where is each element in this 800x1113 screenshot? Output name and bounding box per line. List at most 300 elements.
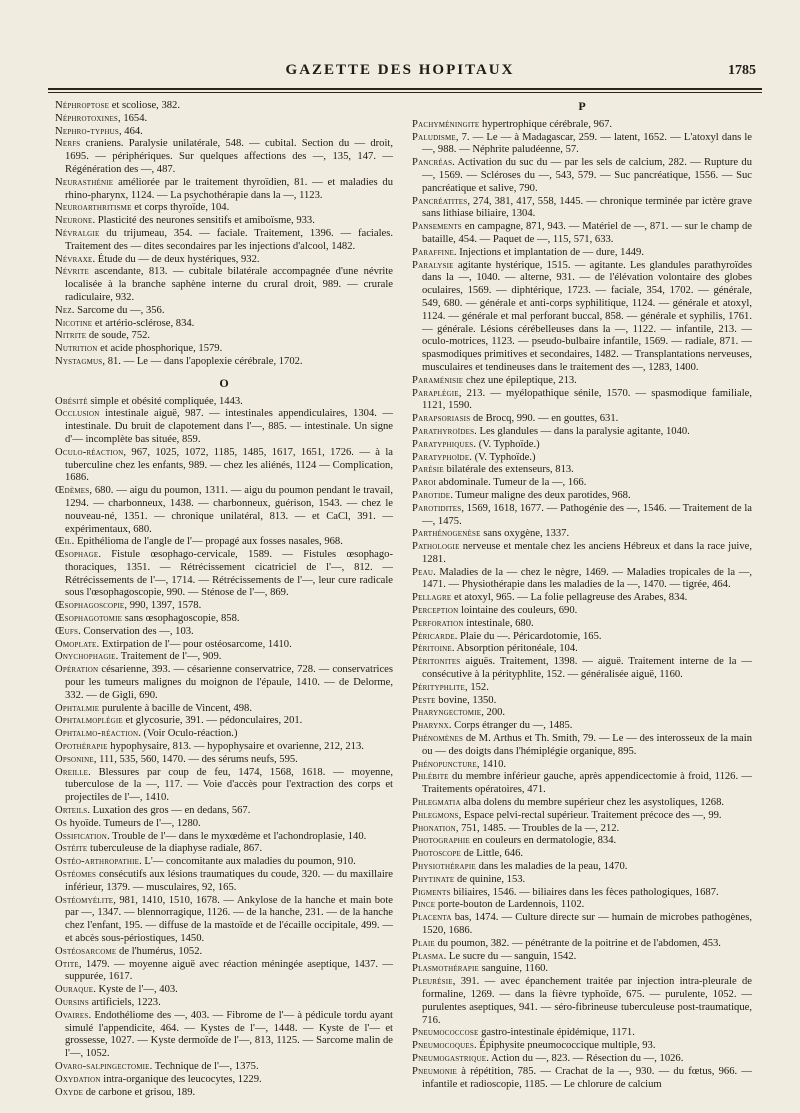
entry-heading: Néphrotoxines (55, 112, 119, 124)
entry-text: . Epithélioma de l'angle de l'— propagé aux fosses nasales, 968. (71, 536, 343, 548)
entry-text: , 680. — aigu du poumon, 1311. — aigu du poumon pendant le travail, 1294. — charbonneux, 1438. — charbonneux, guérison, 1543. — chez le nouveau-né, 1351. — chronique unilatéral, 813. — et CaCl, 391. — expérimentaux, 680. (65, 485, 393, 535)
index-entry (55, 1061, 393, 1074)
entry-text: , 391. — avec épanchement traitée par injection intra-pleurale de formaline, 1269. — dans la fièvre typhoïde, 675. — purulente, 1052. — purulentes aseptiques, 941. — séro-fibrineuse tuberculeuse post-traumatique, 716. (422, 976, 752, 1026)
entry-text: aiguës. Traitement, 1398. — aiguë. Traitement interne de la — consécutive à la pérityphlite, 152. — généralisée aiguë, 1160. (422, 656, 752, 681)
entry-heading: Pleurésie (412, 976, 453, 988)
index-entry (55, 330, 393, 343)
entry-text: améliorée par le traitement thyroïdien, 81. — et maladies du rhino-pharynx, 1124. — La psychothérapie dans la —, 1123. (65, 176, 393, 201)
n-entries (55, 100, 393, 369)
entry-text: bovine, 1350. (435, 694, 497, 706)
index-entry (55, 869, 393, 895)
index-entry (412, 695, 752, 708)
entry-text: porte-bouton de Lardennois, 1102. (435, 899, 585, 911)
index-entry (412, 541, 752, 567)
entry-heading: Parthénogenèse (412, 528, 481, 540)
index-entry (55, 549, 393, 600)
index-entry (55, 639, 393, 652)
index-entry (412, 439, 752, 452)
index-entry (412, 861, 752, 874)
entry-heading: Oursins (55, 996, 89, 1008)
index-entry (55, 1010, 393, 1061)
entry-text: nerveuse et mentale chez les anciens Hébreux et dans la race juive, 1281. (422, 541, 752, 565)
index-entry (412, 477, 752, 490)
index-entry (55, 113, 393, 126)
entry-heading: Paludisme (412, 131, 456, 143)
entry-heading: Obésité (55, 395, 88, 407)
page-number: 1785 (728, 63, 756, 78)
entry-text: , 152. (465, 681, 489, 693)
index-entry (55, 818, 393, 831)
index-entry (55, 318, 393, 331)
entry-heading: Nystagmus (55, 355, 103, 367)
entry-text: hypophysaire, 813. — hypophysaire et ovarienne, 212, 213. (107, 741, 364, 753)
entry-heading: Pancréas (412, 157, 453, 169)
index-entry (412, 528, 752, 541)
entry-heading: Pachyméningite (412, 118, 480, 130)
entry-text: purulente à bacille de Vincent, 498. (99, 702, 253, 714)
entry-text: sanguine, 1160. (479, 963, 549, 975)
entry-heading: Paraplégie (412, 387, 459, 399)
index-entry (412, 976, 752, 1027)
o-entries (55, 396, 393, 1100)
entry-heading: Péritoine (412, 643, 452, 655)
entry-text: . Luxation des gros — en dedans, 567. (87, 805, 251, 817)
entry-heading: Pathologie (412, 541, 460, 553)
index-entry (412, 567, 752, 593)
index-entry (55, 895, 393, 946)
entry-text: gastro-intestinale épidémique, 1171. (478, 1027, 635, 1039)
index-entry (55, 1087, 393, 1100)
index-entry (55, 396, 393, 409)
entry-heading: Parésie (412, 464, 444, 476)
index-entry (55, 767, 393, 805)
index-entry (412, 823, 752, 836)
entry-text: intra-organique des leucocytes, 1229. (100, 1073, 262, 1085)
index-entry (412, 464, 752, 477)
page-header (40, 62, 760, 90)
index-entry (412, 835, 752, 848)
entry-text: . Étude du — de deux hystériques, 932. (92, 253, 260, 265)
entry-text: à répétition, 785. — Crachat de la —, 930. — du fœtus, 966. — infantile et radioscopie, 1185. — Le chlorure de calcium (422, 1065, 752, 1090)
index-entry (412, 643, 752, 656)
header-rule-thick (48, 88, 762, 90)
entry-heading: Ostéomyélite (55, 894, 114, 906)
entry-heading: Paraménisie (412, 374, 464, 386)
entry-heading: Pérityphlite (412, 681, 466, 693)
index-entry (412, 656, 752, 682)
entry-text: sans œsophagoscopie, 858. (122, 613, 240, 625)
index-entry (412, 247, 752, 260)
entry-heading: Plasmothérapie (412, 963, 480, 975)
index-entry (55, 100, 393, 113)
entry-heading: Paralysie (412, 259, 454, 271)
left-column (55, 100, 393, 1099)
index-entry (412, 759, 752, 772)
entry-heading: Paraffine (412, 246, 454, 258)
index-entry (55, 408, 393, 446)
entry-text: césarienne, 393. — césarienne conservatrice, 728. — conservatrices pour les tumeurs malignes du moignon de l'épaule, 1410. — de Delorme, 332. — de Gigli, 690. (65, 664, 393, 701)
entry-heading: Névrite (55, 266, 89, 278)
entry-text: . Injections et implantation de — dure, 1449. (453, 246, 644, 258)
entry-heading: Neurasthénie (55, 176, 114, 188)
entry-text: . (V. Typhoïde.) (469, 451, 536, 463)
index-entry (55, 536, 393, 549)
index-entry (412, 631, 752, 644)
index-entry (55, 664, 393, 702)
entry-heading: Névraxe (55, 253, 93, 265)
entry-text: et corps thyroïde, 104. (131, 202, 230, 214)
entry-heading: Parotidites (412, 502, 462, 514)
index-entry (412, 951, 752, 964)
entry-heading: Opothérapie (55, 741, 108, 753)
index-entry (412, 490, 752, 503)
entry-text: , 200. (481, 707, 506, 719)
index-entry (412, 938, 752, 951)
index-entry (55, 266, 393, 304)
entry-text: hyoïde. Tumeurs de l'—, 1280. (66, 817, 201, 829)
entry-heading: Néphroptose (55, 100, 110, 111)
entry-heading: Œsophagoscopie (55, 600, 125, 612)
entry-text: de l'humérus, 1052. (116, 945, 203, 957)
index-entry (412, 375, 752, 388)
entry-heading: Phlegmons (412, 809, 459, 821)
index-entry (55, 843, 393, 856)
entry-heading: Nutrition (55, 343, 98, 355)
entry-text: . L'— concomitante aux maladies du poumon, 910. (139, 856, 356, 868)
index-entry (55, 613, 393, 626)
entry-text: . Épiphysite pneumococcique multiple, 93. (473, 1040, 656, 1052)
entry-text: en couleurs en dermatologie, 834. (469, 835, 617, 847)
entry-heading: Ostéite (55, 843, 88, 855)
entry-heading: Paroi (412, 477, 437, 489)
entry-heading: Onychophagie (55, 651, 116, 663)
entry-heading: Oxydation (55, 1073, 101, 1085)
entry-text: , 1654. (118, 112, 148, 124)
entry-heading: Nitrite (55, 330, 87, 342)
entry-text: . Endothéliome des —, 403. — Fibrome de l'— à pédicule tordu ayant simulé l'appendicite, 464. — Kystes de l'—, 1448. — Kyste de l'— et grossesse, 1027. — Kyste dermoïde de l'—, 813, 1125. — Sarcome malin de l'—, 1052. (65, 1009, 393, 1060)
entry-text: de M. Arthus et Th. Smith, 79. — Le — des interosseux de la main ou — des doigts dans l'hémiplégie organique, 895. (422, 733, 752, 757)
entry-heading: Orteils (55, 805, 88, 817)
entry-heading: Phlébite (412, 771, 449, 783)
entry-heading: Nephro-typhus (55, 125, 119, 137)
index-entry (412, 1040, 752, 1053)
entry-heading: Œdèmes (55, 485, 90, 497)
index-entry (55, 703, 393, 716)
entry-text: de Little, 646. (461, 848, 524, 860)
index-entry (412, 887, 752, 900)
entry-text: intestinale, 680. (463, 617, 534, 629)
index-entry (55, 651, 393, 664)
index-entry (55, 946, 393, 959)
entry-heading: Parotide (412, 489, 451, 501)
entry-heading: Pellagre (412, 592, 452, 604)
index-entry (55, 856, 393, 869)
entry-text: , 1479. — moyenne aiguë avec réaction méningée aseptique, 1437. — suppurée, 1617. (65, 958, 393, 983)
index-entry (55, 728, 393, 741)
entry-heading: Neuroarthritisme (55, 202, 132, 214)
entry-text: de carbone et grisou, 189. (83, 1086, 196, 1098)
entry-heading: Phonation (412, 822, 456, 834)
entry-text: intestinale aiguë, 987. — intestinales appendiculaires, 1304. — intestinale. Du bruit de clapotement dans l'—, 885. — intestinale. Un signe d'— incomplète bas située, 859. (65, 408, 393, 445)
entry-text: , 274, 381, 417, 558, 1445. — chronique terminée par ictère grave sans lithiase biliaire, 1304. (422, 195, 752, 220)
index-entry (412, 618, 752, 631)
index-entry (412, 605, 752, 618)
entry-heading: Occlusion (55, 408, 100, 420)
right-column (412, 100, 752, 1091)
index-entry (412, 720, 752, 733)
index-entry (55, 254, 393, 267)
entry-text: . Traitement de l'—, 909. (115, 651, 222, 663)
entry-text: ascendante, 813. — cubitale bilatérale accompagnée d'une névrite localisée à la branche saphène interne du crural droit, 989. — crurale radiculaire, 932. (65, 266, 393, 303)
entry-heading: Péritonites (412, 656, 461, 668)
entry-heading: Photoscope (412, 848, 461, 860)
entry-heading: Ovaires (55, 1009, 89, 1021)
index-entry (412, 452, 752, 465)
entry-text: de quinine, 153. (454, 873, 526, 885)
index-entry (55, 754, 393, 767)
entry-heading: Omoplate (55, 638, 97, 650)
index-entry (55, 715, 393, 728)
entry-heading: Œsophage (55, 549, 99, 561)
index-entry (412, 1053, 752, 1066)
index-entry (412, 771, 752, 797)
index-entry (55, 215, 393, 228)
entry-text: , 981, 1410, 1510, 1678. — Ankylose de la hanche et main bote par —, 1347. — blennorragique, 1126. — de la hanche, 231. — de la hanche chez l'enfant, 195. — diffuse de la mastoïde et de l'écaille occipitale, 499. — et abcès sous-périostiques, 1450. (65, 894, 393, 944)
entry-heading: Plaie (412, 937, 435, 949)
entry-heading: Peau (412, 566, 434, 578)
entry-text: . (V. Typhoïde.) (473, 438, 540, 450)
entry-heading: Phénopuncture (412, 758, 477, 770)
index-entry (412, 1066, 752, 1092)
entry-text: , 464. (118, 125, 143, 137)
entry-text: , Espace pelvi-rectal supérieur. Traitement précoce des —, 99. (458, 809, 722, 821)
entry-text: , 751, 1485. — Troubles de la —, 212. (455, 822, 620, 834)
entry-text: . Trouble de l'— dans le myxœdème et l'achondroplasie, 140. (107, 830, 367, 842)
index-entry (412, 797, 752, 810)
entry-text: . Plasticité des neurones sensitifs et amiboïsme, 933. (92, 215, 315, 227)
index-entry (412, 912, 752, 938)
entry-heading: Phénomènes (412, 733, 464, 745)
entry-text: . Les glandules — dans la paralysie agitante, 1040. (474, 425, 690, 437)
entry-text: et atoxyl, 965. — La folie pellagreuse des Arabes, 834. (451, 592, 688, 604)
header-rule-thin (48, 92, 762, 93)
entry-text: , 1569, 1618, 1677. — Pathogénie des —, 1546. — Traitement de la —, 1475. (422, 502, 752, 527)
entry-text: abdominale. Tumeur de la —, 166. (436, 477, 587, 489)
index-entry (412, 899, 752, 912)
index-entry (412, 810, 752, 823)
entry-text: . Maladies de la — chez le nègre, 1469. — Maladies tropicales de la —, 1471. — Physiothérapie dans les maladies de la —, 1470. — tigrée, 464. (422, 566, 752, 591)
index-entry (412, 196, 752, 222)
index-entry (412, 260, 752, 375)
index-entry (55, 177, 393, 203)
entry-heading: Placenta (412, 912, 452, 924)
entry-text: . Plaie du —. Péricardotomie, 165. (454, 630, 602, 642)
index-entry (55, 831, 393, 844)
index-entry (412, 963, 752, 976)
index-entry (412, 413, 752, 426)
entry-text: . Corps étranger du —, 1485. (448, 720, 573, 732)
p-entries (412, 119, 752, 1092)
entry-text: , 1410. (476, 758, 507, 770)
section-letter-p: P (578, 99, 586, 113)
entry-heading: Nez (55, 304, 72, 316)
entry-heading: Pharynx (412, 720, 449, 732)
entry-heading: Oxyde (55, 1086, 84, 1098)
entry-heading: Opsonine (55, 753, 94, 765)
entry-heading: Pancréatites (412, 195, 468, 207)
index-entry (55, 228, 393, 254)
entry-heading: Ophtalmie (55, 702, 100, 714)
entry-text: en campagne, 871, 943. — Matériel de —, 871. — sur le champ de bataille, 454. — Paquet de —, 115, 571, 633. (422, 221, 752, 245)
entry-heading: Photographie (412, 835, 470, 847)
index-entry (55, 126, 393, 139)
entry-heading: Pneumococcose (412, 1027, 479, 1039)
index-entry (55, 997, 393, 1010)
entry-text: . Tumeur maligne des deux parotides, 968. (450, 489, 631, 501)
entry-heading: Perception (412, 605, 459, 617)
index-entry (55, 741, 393, 754)
index-entry (412, 119, 752, 132)
entry-heading: Phlegmatia (412, 797, 461, 809)
index-entry (412, 132, 752, 158)
entry-text: de Brocq, 990. — en gouttes, 631. (470, 413, 619, 425)
entry-text: chez une épileptique, 213. (463, 374, 577, 386)
entry-heading: Ophtalmo-réaction (55, 728, 139, 740)
entry-text: dans les maladies de la peau, 1470. (475, 861, 628, 873)
entry-text: sans oxygène, 1337. (480, 528, 570, 540)
index-entry (412, 388, 752, 414)
entry-text: . Action du —, 823. — Résection du —, 1026. (486, 1052, 684, 1064)
index-entry (55, 305, 393, 318)
entry-heading: Os (55, 817, 67, 829)
entry-heading: Plasma (412, 950, 444, 962)
index-entry (55, 626, 393, 639)
index-entry (55, 984, 393, 997)
entry-text: du trijumeau, 354. — faciale. Traitement, 1396. — faciales. Traitement des — dites secondaires par les injections d'alcool, 1482. (65, 227, 393, 252)
entry-text: , 7. — Le — à Madagascar, 259. — latent, 1652. — L'atoxyl dans le —, 988. — Néphrite paludéenne, 57. (422, 131, 752, 156)
entry-heading: Névralgie (55, 227, 100, 239)
entry-text: . Extirpation de l'— pour ostéosarcome, 1410. (96, 638, 292, 650)
entry-heading: Œil (55, 536, 72, 548)
entry-heading: Nicotine (55, 317, 93, 329)
section-letter-o: O (219, 375, 229, 390)
entry-text: et scoliose, 382. (109, 100, 180, 111)
entry-heading: Pneumonie (412, 1065, 458, 1077)
entry-heading: Paratyphoïde (412, 451, 470, 463)
entry-heading: Œufs (55, 625, 79, 637)
index-entry (55, 805, 393, 818)
journal-title: GAZETTE DES HOPITAUX (285, 62, 515, 78)
index-entry (55, 447, 393, 485)
entry-text: , 213. — myélopathique sénile, 1570. — spasmodique familiale, 1121, 1590. (422, 387, 752, 412)
entry-heading: Ophtalmoplégie (55, 715, 123, 727)
entry-heading: Otite (55, 958, 79, 970)
entry-heading: Ossification (55, 830, 108, 842)
entry-text: . Le sucre du — sanguin, 1542. (443, 950, 577, 962)
entry-text: , 81. — Le — dans l'apoplexie cérébrale, 1702. (102, 355, 303, 367)
entry-text: . Absorption péritonéale, 104. (451, 643, 578, 655)
entry-text: . Activation du suc du — par les sels de calcium, 282. — Rupture du —, 1569. — Scléroses du —, 543, 579. — Suc pancréatique, 1556. — Suc pancréatique et salive, 790. (422, 157, 752, 194)
index-entry (412, 503, 752, 529)
entry-text: et acide phosphorique, 1579. (97, 343, 223, 355)
entry-text: , 111, 535, 560, 1470. — des sérums neufs, 595. (93, 753, 298, 765)
index-entry (55, 202, 393, 215)
entry-heading: Œsophagotomie (55, 613, 123, 625)
index-entry (412, 874, 752, 887)
entry-heading: Parapsoriasis (412, 413, 471, 425)
entry-heading: Pharyngectomie (412, 707, 482, 719)
entry-text: . Blessures par coup de feu, 1474, 1568, 1618. — moyenne, tuberculose de la —, 117. — Voie d'accès pour l'extraction des corps et projectiles de l'—, 1410. (65, 766, 393, 804)
entry-text: tuberculeuse de la diaphyse radiale, 867. (87, 843, 263, 855)
entry-text: biliaires, 1546. — biliaires dans les fèces pathologiques, 1687. (450, 886, 719, 898)
index-entry (412, 682, 752, 695)
index-entry (55, 485, 393, 536)
entry-heading: Peste (412, 694, 436, 706)
index-entry (55, 343, 393, 356)
entry-heading: Neurone (55, 215, 93, 227)
entry-heading: Perforation (412, 617, 464, 629)
entry-text: . Technique de l'—, 1375. (149, 1060, 259, 1072)
entry-heading: Ostéo-arthropathie (55, 856, 140, 868)
entry-heading: Opération (55, 664, 99, 676)
entry-text: , 990, 1397, 1578. (124, 600, 202, 612)
entry-text: . Kyste de l'—, 403. (93, 984, 178, 996)
entry-text: du poumon, 382. — pénétrante de la poitrine et de l'abdomen, 453. (434, 937, 721, 949)
entry-text: . Sarcome du —, 356. (71, 304, 165, 316)
entry-text: , 967, 1025, 1072, 1185, 1485, 1617, 1651, 1726. — à la tuberculine chez les enfants, 989. — chez les aliénés, 1124 — Complication, 1686. (65, 446, 393, 484)
entry-heading: Pneumocoques (412, 1040, 474, 1052)
entry-heading: Physiothérapie (412, 861, 476, 873)
index-entry (412, 848, 752, 861)
entry-text: du membre inférieur gauche, après appendicectomie à froid, 1126. — Traitements opératoires, 471. (422, 771, 752, 796)
entry-text: de soude, 752. (86, 330, 151, 342)
index-entry (412, 221, 752, 247)
entry-text: craniens. Paralysie unilatérale, 548. — cubital. Section du — droit, 1695. — périphériques. Sur quelques affections des —, 135, 147. — Régénération des —, 487. (65, 138, 393, 175)
entry-text: agitante hystérique, 1515. — agitante. Les glandules parathyroïdes dans la —, 1040. — alterne, 931. — de l'élévation volontaire des globes oculaires, 1569. — diphtérique, 1723. — faciale, 354, 1702. — générale, 549, 680. — générale et anti-corps syphilitique, 1124. — générale et atoxyl, 1124. — générale et mal perforant buccal, 858. — générale et syphilis, 1761. — générale. Lésions cérébelleuses dans la —, 1122. — infantile, 213. — oculo-motrices, 1123. — pseudo-bulbaire infantile, 1569. — radiale, 871. — spasmodiques primitives et secondaires, 1482. — Transplantations nerveuses, musculaires et tendineuses dans le traitement des —, 1283, 1400. (422, 259, 752, 373)
index-entry (55, 356, 393, 369)
index-entry (55, 138, 393, 176)
index-entry (412, 157, 752, 195)
entry-text: bilatérale des extenseurs, 813. (443, 464, 574, 476)
index-entry (55, 600, 393, 613)
index-entry (412, 592, 752, 605)
entry-text: hypertrophique cérébrale, 967. (479, 118, 613, 130)
entry-heading: Pneumogastrique (412, 1052, 487, 1064)
entry-heading: Nerfs (55, 138, 81, 150)
entry-heading: Ouraque (55, 984, 94, 996)
entry-heading: Pansements (412, 221, 462, 233)
index-entry (55, 959, 393, 985)
entry-heading: Oreille (55, 766, 89, 778)
index-entry (55, 1074, 393, 1087)
index-entry (412, 733, 752, 759)
entry-heading: Ostéosarcome (55, 945, 117, 957)
entry-text: . Fistule œsophago-cervicale, 1589. — Fistules œsophago-thoraciques, 1351. — Rétrécissement cicatriciel de l'—, 812. — Rétrécissements de l'—, 1714. — Rétrécissements de l'—, leur cure radicale sous l'œsophagoscopie, 990. — Sténose de l'—, 869. (65, 549, 393, 599)
entry-heading: Ovaro-salpingectomie (55, 1060, 150, 1072)
entry-heading: Péricarde (412, 630, 455, 642)
entry-text: lointaine des couleurs, 690. (458, 605, 578, 617)
entry-text: et glycosurie, 391. — pédonculaires, 201. (122, 715, 303, 727)
index-entry (412, 1027, 752, 1040)
index-entry (412, 426, 752, 439)
entry-heading: Phytinate (412, 873, 455, 885)
entry-heading: Pigments (412, 886, 451, 898)
entry-text: . (Voir Oculo-réaction.) (138, 728, 238, 740)
index-entry (412, 707, 752, 720)
entry-text: alba dolens du membre supérieur chez les asystoliques, 1268. (460, 797, 725, 809)
entry-text: artificiels, 1223. (88, 996, 161, 1008)
entry-heading: Paratyphiques (412, 438, 474, 450)
